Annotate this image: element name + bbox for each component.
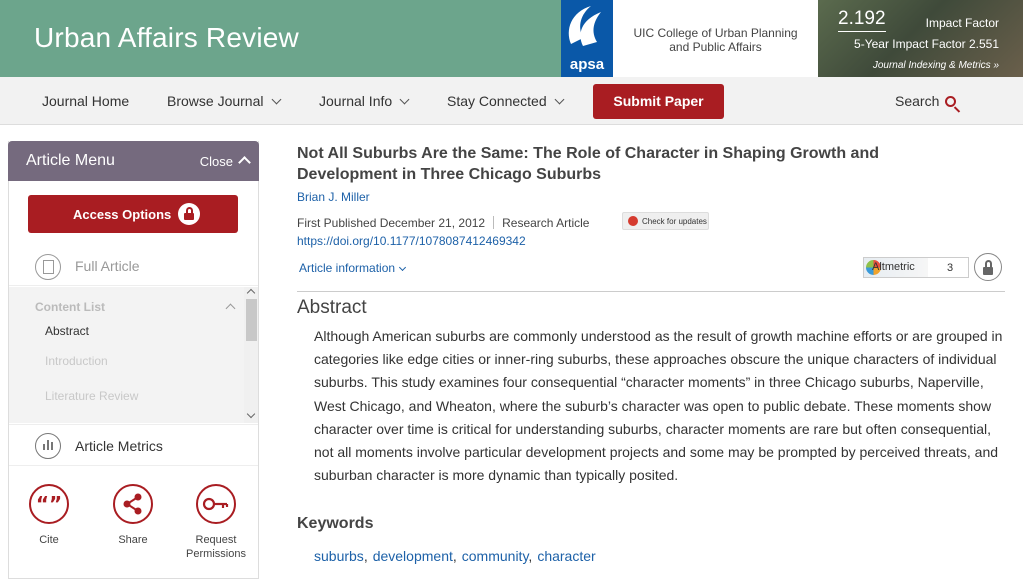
chevron-down-icon — [554, 95, 564, 105]
content-item-introduction[interactable]: Introduction — [45, 354, 108, 368]
article-menu-title: Article Menu — [26, 152, 115, 169]
apsa-logo[interactable] — [561, 0, 613, 77]
altmetric-badge[interactable] — [863, 257, 969, 278]
content-list-title: Content List — [35, 300, 105, 314]
chevron-down-icon — [399, 264, 406, 271]
article-information-label: Article information — [299, 261, 396, 275]
article-metrics-link[interactable] — [9, 424, 258, 466]
search-link[interactable] — [895, 93, 956, 109]
impact-factor-box — [818, 0, 1023, 77]
submit-paper-button[interactable]: Submit Paper — [593, 84, 724, 119]
nav-stay-connected-label: Stay Connected — [447, 93, 547, 109]
keywords-list: suburbs, development, community, character — [314, 548, 596, 564]
chevron-up-icon[interactable] — [238, 156, 251, 169]
abstract-heading: Abstract — [297, 297, 367, 318]
doi-link[interactable]: https://doi.org/10.1177/1078087412469342 — [297, 234, 526, 248]
apsa-swoosh-icon — [561, 0, 613, 56]
request-permissions-line-1: Request — [195, 534, 237, 546]
document-icon — [35, 254, 61, 280]
author-link[interactable]: Brian J. Miller — [297, 190, 370, 204]
lock-icon — [178, 203, 200, 225]
close-menu-button[interactable]: Close — [199, 154, 233, 169]
nav-journal-home[interactable] — [42, 93, 129, 109]
nav-journal-info-label: Journal Info — [319, 93, 393, 109]
apsa-label: apsa — [569, 56, 605, 73]
bar-chart-icon — [35, 433, 61, 459]
scroll-down-arrow-icon[interactable] — [247, 410, 255, 418]
check-for-updates-button[interactable] — [622, 212, 709, 230]
check-for-updates-label: Check for updates — [642, 217, 707, 226]
sponsor-box[interactable] — [613, 0, 818, 77]
full-article-label: Full Article — [75, 258, 140, 274]
keyword-link[interactable]: character — [537, 548, 596, 564]
meta-divider — [493, 216, 494, 229]
access-options-label: Access Options — [73, 207, 172, 222]
crossmark-icon — [628, 216, 638, 226]
cite-button[interactable] — [14, 484, 84, 547]
article-menu-header — [8, 141, 259, 181]
chevron-up-icon[interactable] — [226, 304, 236, 314]
sponsor-text — [613, 26, 818, 54]
five-year-impact-factor: 5-Year Impact Factor 2.551 — [854, 37, 999, 51]
key-icon — [196, 484, 236, 524]
journal-indexing-link[interactable]: Journal Indexing & Metrics » — [872, 60, 999, 71]
share-button[interactable] — [98, 484, 168, 547]
share-icon — [113, 484, 153, 524]
request-permissions-line-2: Permissions — [186, 548, 246, 560]
altmetric-label-box — [864, 258, 928, 277]
content-list — [9, 287, 258, 423]
nav-journal-home-label: Journal Home — [42, 93, 130, 109]
altmetric-score: 3 — [946, 262, 954, 274]
sponsor-line-1: UIC College of Urban Planning — [633, 26, 798, 40]
sponsor-line-2: and Public Affairs — [669, 40, 762, 54]
journal-title[interactable]: Urban Affairs Review — [34, 22, 299, 53]
content-item-literature-review[interactable]: Literature Review — [45, 389, 139, 403]
search-label: Search — [895, 93, 940, 109]
search-icon — [945, 96, 956, 107]
nav-journal-info[interactable] — [319, 93, 408, 109]
article-metrics-label: Article Metrics — [75, 438, 163, 454]
impact-factor-value: 2.192 — [838, 8, 886, 32]
impact-factor-label: Impact Factor — [925, 16, 999, 30]
content-item-abstract[interactable]: Abstract — [45, 324, 90, 338]
keyword-link[interactable]: development — [372, 548, 453, 564]
article-meta — [297, 214, 589, 230]
nav-browse-journal-label: Browse Journal — [167, 93, 264, 109]
article-type: Research Article — [502, 216, 590, 230]
lock-icon[interactable] — [974, 253, 1002, 281]
full-article-link[interactable] — [9, 246, 258, 286]
keyword-link[interactable]: suburbs — [314, 548, 364, 564]
altmetric-label: Altmetric — [872, 261, 915, 273]
quote-icon — [29, 484, 69, 524]
scroll-up-arrow-icon[interactable] — [247, 289, 255, 297]
section-divider — [297, 291, 1005, 292]
scroll-thumb[interactable] — [246, 299, 257, 341]
chevron-down-icon — [400, 95, 410, 105]
svg-text:“”: “” — [35, 492, 63, 516]
nav-browse-journal[interactable] — [167, 93, 280, 109]
first-published-date: First Published December 21, 2012 — [297, 216, 486, 230]
request-permissions-button[interactable] — [181, 484, 251, 561]
nav-stay-connected[interactable] — [447, 93, 563, 109]
abstract-text: Although American suburbs are commonly understood as the result of growth machine efforts or are grouped in categories like edge cities or inner-ring suburbs, these approaches obscure the unique characters of individual suburbs. This study examines four consequential “character moments” in three Chicago suburbs, Naperville, West Chicago, and Wheaton, where the suburb’s character was open to public debate. These moments show character over time is critical for understanding suburbs, character moments are rare but often consequential, not all moments involve particular development projects and some may be prompted by perceived threats, and suburban character is more dynamic than typically posited. — [314, 328, 1003, 484]
article-information-toggle[interactable] — [299, 261, 405, 275]
article-title: Not All Suburbs Are the Same: The Role of Character in Shaping Growth and Development in Three Chicago Suburbs — [297, 145, 879, 183]
content-list-scrollbar[interactable] — [244, 287, 258, 423]
access-options-button[interactable] — [28, 195, 238, 233]
chevron-down-icon — [271, 95, 281, 105]
request-permissions-label — [181, 533, 251, 561]
cite-label: Cite — [39, 534, 59, 546]
share-label: Share — [118, 534, 148, 546]
keyword-link[interactable]: community — [461, 548, 529, 564]
keywords-heading: Keywords — [297, 515, 374, 532]
